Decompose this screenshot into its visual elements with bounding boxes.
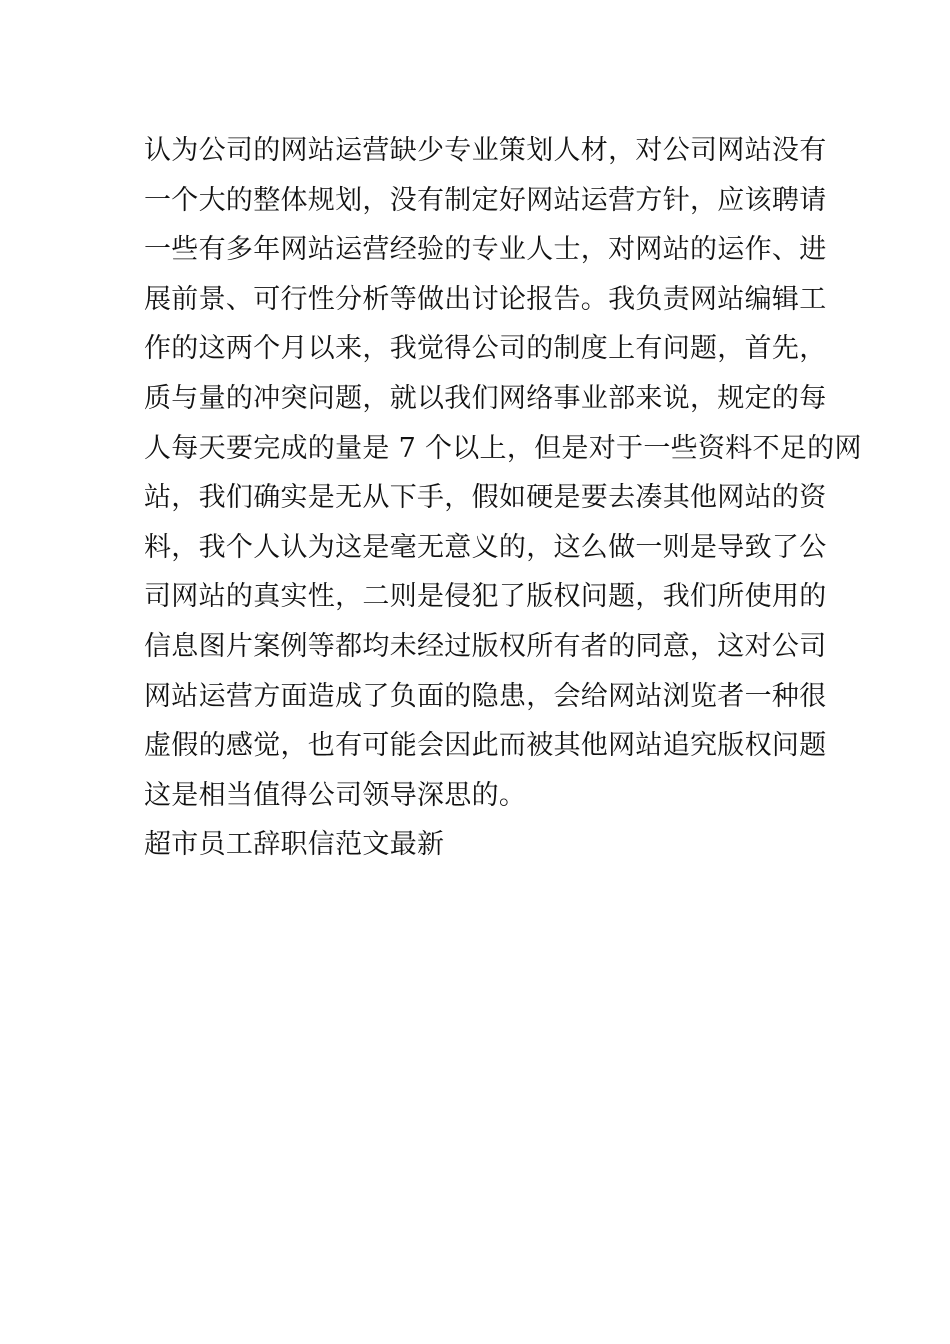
text-line: 一个大的整体规划，没有制定好网站运营方针，应该聘请 [144,184,827,216]
text-line: 站，我们确实是无从下手，假如硬是要去凑其他网站的资 [144,482,827,514]
text-line: 这是相当值得公司领导深思的。 [144,779,527,811]
text-line: 料，我个人认为这是毫无意义的，这么做一则是导致了公 [144,531,827,563]
body-text [144,126,862,870]
text-line: 认为公司的网站运营缺少专业策划人材，对公司网站没有 [144,135,827,166]
text-line: 虚假的感觉，也有可能会因此而被其他网站追究版权问题 [144,730,827,762]
text-line: 网站运营方面造成了负面的隐患，会给网站浏览者一种很 [144,680,827,712]
text-line: 质与量的冲突问题，就以我们网络事业部来说，规定的每 [144,382,827,414]
text-line: 一些有多年网站运营经验的专业人士，对网站的运作、进 [144,234,827,266]
section-heading: 超市员工辞职信范文最新 [144,829,445,861]
text-line: 展前景、可行性分析等做出讨论报告。我负责网站编辑工 [144,283,827,315]
text-line: 人每天要完成的量是 7 个以上，但是对于一些资料不足的网 [144,432,862,464]
text-line: 信息图片案例等都均未经过版权所有者的同意，这对公司 [144,630,827,662]
text-line: 作的这两个月以来，我觉得公司的制度上有问题，首先， [144,333,827,365]
text-line: 司网站的真实性，二则是侵犯了版权问题，我们所使用的 [144,581,827,613]
